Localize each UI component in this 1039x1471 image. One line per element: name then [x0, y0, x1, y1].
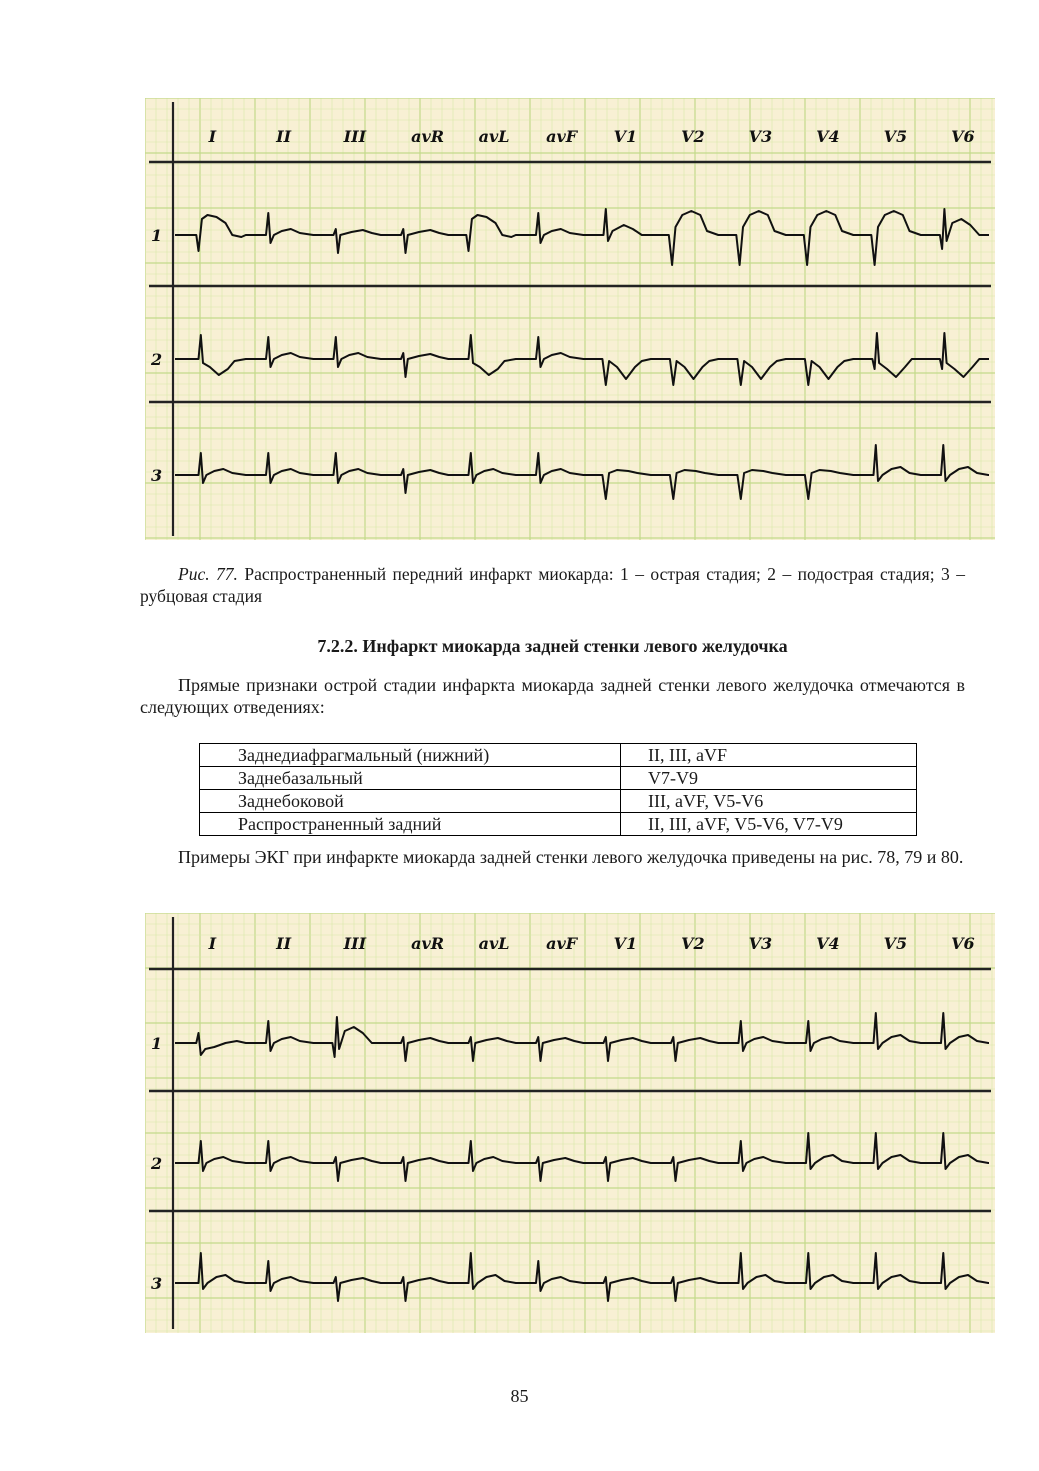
table-cell-region: Заднебазальный — [200, 767, 621, 790]
table-row — [200, 790, 917, 813]
table-cell-leads: V7-V9 — [621, 767, 917, 790]
row-label: 3 — [151, 1274, 163, 1293]
ecg-tracing-figure-78 — [145, 913, 995, 1333]
examples-paragraph: Примеры ЭКГ при инфаркте миокарда задней стенки левого желудочка приведены на рис. 78, 79 и 80. — [178, 847, 964, 867]
row-label: 1 — [151, 226, 163, 245]
table-cell-region: Заднедиафрагмальный (нижний) — [200, 744, 621, 767]
table-row — [200, 744, 917, 767]
ecg-paper — [145, 913, 995, 1333]
lead-label: V2 — [681, 127, 705, 146]
lead-label: V5 — [883, 127, 908, 146]
ecg-figure-77 — [145, 98, 995, 540]
table-cell-region: Распространенный задний — [200, 813, 621, 836]
table-cell-region: Заднебоковой — [200, 790, 621, 813]
row-label: 2 — [151, 350, 163, 369]
table-cell-leads: III, aVF, V5-V6 — [621, 790, 917, 813]
lead-label: avL — [478, 127, 510, 146]
table-cell-leads: II, III, aVF — [621, 744, 917, 767]
lead-label: II — [276, 127, 292, 146]
lead-label: V3 — [748, 127, 773, 146]
lead-label: I — [208, 127, 217, 146]
table-cell-leads: II, III, aVF, V5-V6, V7-V9 — [621, 813, 917, 836]
lead-label: avL — [478, 934, 510, 953]
ecg-tracing-figure-77 — [145, 98, 995, 540]
lead-label: V1 — [613, 934, 638, 953]
lead-label: V2 — [681, 934, 705, 953]
lead-label: avF — [546, 934, 578, 953]
page-number: 85 — [510, 1386, 529, 1406]
lead-label: avR — [411, 934, 445, 953]
table-row — [200, 813, 917, 836]
lead-label: I — [208, 934, 217, 953]
table-row — [200, 767, 917, 790]
section-heading: 7.2.2. Инфаркт миокарда задней стенки левого желудочка — [317, 636, 788, 656]
lead-label: avF — [546, 127, 578, 146]
lead-label: V5 — [883, 934, 908, 953]
intro-paragraph: Прямые признаки острой стадии инфаркта миокарда задней стенки левого желудочка отмечаются в следующих отведениях: — [140, 675, 965, 717]
figure-77-caption-label: Рис. 77. — [178, 564, 238, 584]
lead-label: II — [276, 934, 292, 953]
lead-label: V4 — [816, 934, 840, 953]
lead-label: III — [343, 127, 367, 146]
lead-label: avR — [411, 127, 445, 146]
lead-label: V6 — [951, 127, 975, 146]
ecg-figure-78 — [145, 913, 995, 1333]
lead-label: V6 — [951, 934, 975, 953]
figure-77-caption — [140, 563, 965, 607]
lead-label: V3 — [748, 934, 773, 953]
figure-77-caption-text: Распространенный передний инфаркт миокарда: 1 – острая стадия; 2 – подострая стадия; 3 – рубцовая стадия — [140, 564, 965, 606]
leads-table — [199, 743, 917, 836]
row-label: 3 — [151, 466, 163, 485]
lead-label: III — [343, 934, 367, 953]
lead-label: V1 — [613, 127, 638, 146]
lead-label: V4 — [816, 127, 840, 146]
row-label: 2 — [151, 1154, 163, 1173]
row-label: 1 — [151, 1034, 163, 1053]
